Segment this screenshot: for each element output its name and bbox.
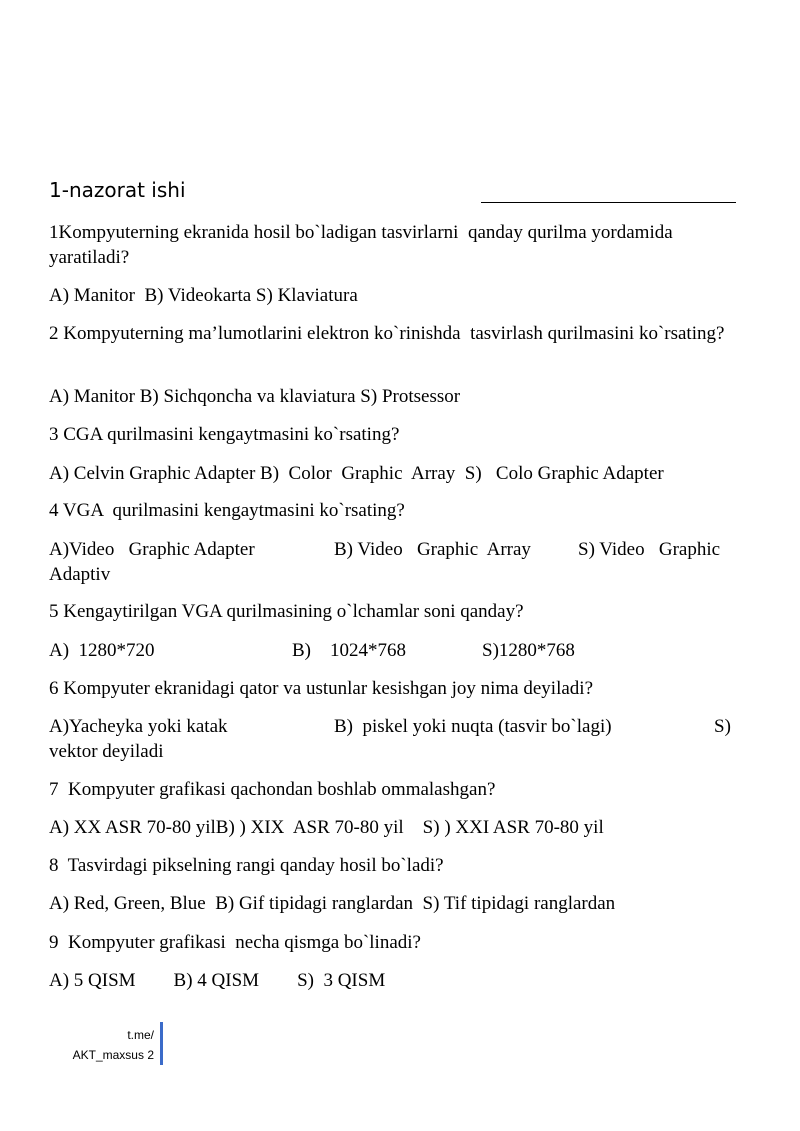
question-6-option-s: S) bbox=[714, 716, 731, 737]
question-5-option-b: B) 1024*768 bbox=[292, 640, 406, 661]
question-2-options: A) Manitor B) Sichqoncha va klaviatura S) Protsessor bbox=[49, 386, 461, 407]
question-9: 9 Kompyuter grafikasi necha qismga bo`linadi? bbox=[49, 932, 421, 953]
question-6-option-b: B) piskel yoki nuqta (tasvir bo`lagi) bbox=[334, 716, 612, 737]
question-6-option-continued: vektor deyiladi bbox=[49, 741, 164, 762]
question-4-option-continued: Adaptiv bbox=[49, 564, 111, 585]
question-9-options: A) 5 QISM B) 4 QISM S) 3 QISM bbox=[49, 970, 386, 991]
question-4-option-b: B) Video Graphic Array bbox=[334, 539, 531, 560]
footer-channel-link bbox=[73, 1025, 154, 1065]
question-1: 1Kompyuterning ekranida hosil bo`ladigan tasvirlarni qanday qurilma yordamida yaratiladi? bbox=[49, 222, 683, 268]
question-6: 6 Kompyuter ekranidagi qator va ustunlar kesishgan joy nima deyiladi? bbox=[49, 678, 593, 699]
page-title: 1-nazorat ishi bbox=[49, 178, 186, 202]
question-3: 3 CGA qurilmasini kengaytmasini ko`rsating? bbox=[49, 424, 400, 445]
question-4: 4 VGA qurilmasini kengaytmasini ko`rsating? bbox=[49, 500, 405, 521]
question-8: 8 Tasvirdagi pikselning rangi qanday hosil bo`ladi? bbox=[49, 855, 444, 876]
question-3-options: A) Celvin Graphic Adapter B) Color Graphic Array S) Colo Graphic Adapter bbox=[49, 463, 664, 484]
question-5-option-a: A) 1280*720 bbox=[49, 640, 155, 661]
question-5-option-s: S)1280*768 bbox=[482, 640, 575, 661]
question-1-options: A) Manitor B) Videokarta S) Klaviatura bbox=[49, 285, 358, 306]
question-7-options: A) XX ASR 70-80 yilB) ) XIX ASR 70-80 yil S) ) XXI ASR 70-80 yil bbox=[49, 817, 604, 838]
question-6-option-a: A)Yacheyka yoki katak bbox=[49, 716, 228, 737]
question-4-option-s: S) Video Graphic bbox=[578, 539, 721, 560]
footer-line-2: AKT_maxsus 2 bbox=[72, 1048, 154, 1062]
question-5: 5 Kengaytirilgan VGA qurilmasining o`lchamlar soni qanday? bbox=[49, 601, 524, 622]
name-underline bbox=[481, 202, 736, 203]
footer-line-1: t.me/ bbox=[127, 1028, 154, 1042]
footer-accent-bar bbox=[160, 1022, 163, 1065]
question-8-options: A) Red, Green, Blue B) Gif tipidagi ranglardan S) Tif tipidagi ranglardan bbox=[49, 893, 616, 914]
question-2: 2 Kompyuterning ma’lumotlarini elektron ko`rinishda tasvirlash qurilmasini ko`rsating? bbox=[49, 323, 725, 344]
question-7: 7 Kompyuter grafikasi qachondan boshlab ommalashgan? bbox=[49, 779, 496, 800]
question-4-option-a: A)Video Graphic Adapter bbox=[49, 539, 255, 560]
